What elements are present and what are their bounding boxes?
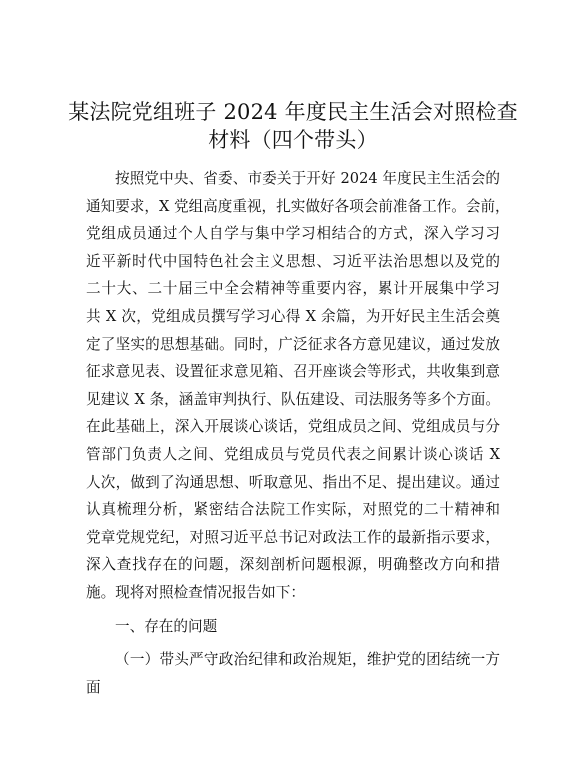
paragraph-line: 定了坚实的思想基础。同时，广泛征求各方意见建议，通过发放 xyxy=(86,335,500,353)
paragraph-line: 共 X 次，党组成员撰写学习心得 X 余篇，为开好民主生活会奠 xyxy=(86,307,500,325)
paragraph-line: 二十大、二十届三中全会精神等重要内容，累计开展集中学习 xyxy=(86,280,500,298)
paragraph-line: 近平新时代中国特色社会主义思想、习近平法治思想以及党的 xyxy=(86,252,500,270)
section-heading: 一、存在的问题 xyxy=(115,617,218,635)
subsection-line: 面 xyxy=(86,678,101,696)
paragraph-line: 征求意见表、设置征求意见箱、召开座谈会等形式，共收集到意 xyxy=(86,363,500,381)
paragraph-line: 施。现将对照检查情况报告如下： xyxy=(86,583,305,601)
paragraph-intro xyxy=(86,165,510,607)
paragraph-line: 深入查找存在的问题，深刻剖析问题根源，明确整改方向和措 xyxy=(86,556,500,574)
paragraph-line: 党章党规党纪，对照习近平总书记对政法工作的最新指示要求， xyxy=(86,528,500,546)
paragraph-line: 党组成员通过个人自学与集中学习相结合的方式，深入学习习 xyxy=(86,225,500,243)
paragraph-line: 认真梳理分析，紧密结合法院工作实际，对照党的二十精神和 xyxy=(86,501,500,519)
document-body xyxy=(86,165,510,701)
paragraph-line: 在此基础上，深入开展谈心谈话，党组成员之间、党组成员与分 xyxy=(86,418,500,436)
subsection-heading xyxy=(86,646,500,701)
paragraph-line: 按照党中央、省委、市委关于开好 2024 年度民主生活会的 xyxy=(115,170,500,187)
document-title xyxy=(60,98,526,154)
title-line-2: 材料（四个带头） xyxy=(208,128,378,152)
paragraph-line: 见建议 X 条，涵盖审判执行、队伍建设、司法服务等多个方面。 xyxy=(86,390,500,408)
paragraph-line: 人次，做到了沟通思想、听取意见、指出不足、提出建议。通过 xyxy=(86,473,500,491)
paragraph-line: 通知要求，X 党组高度重视，扎实做好各项会前准备工作。会前， xyxy=(86,197,510,215)
title-line-1: 某法院党组班子 2024 年度民主生活会对照检查 xyxy=(68,100,518,124)
subsection-line: （一）带头严守政治纪律和政治规矩，维护党的团结统一方 xyxy=(115,651,500,669)
paragraph-line: 管部门负责人之间、党组成员与党员代表之间累计谈心谈话 X xyxy=(86,445,500,463)
